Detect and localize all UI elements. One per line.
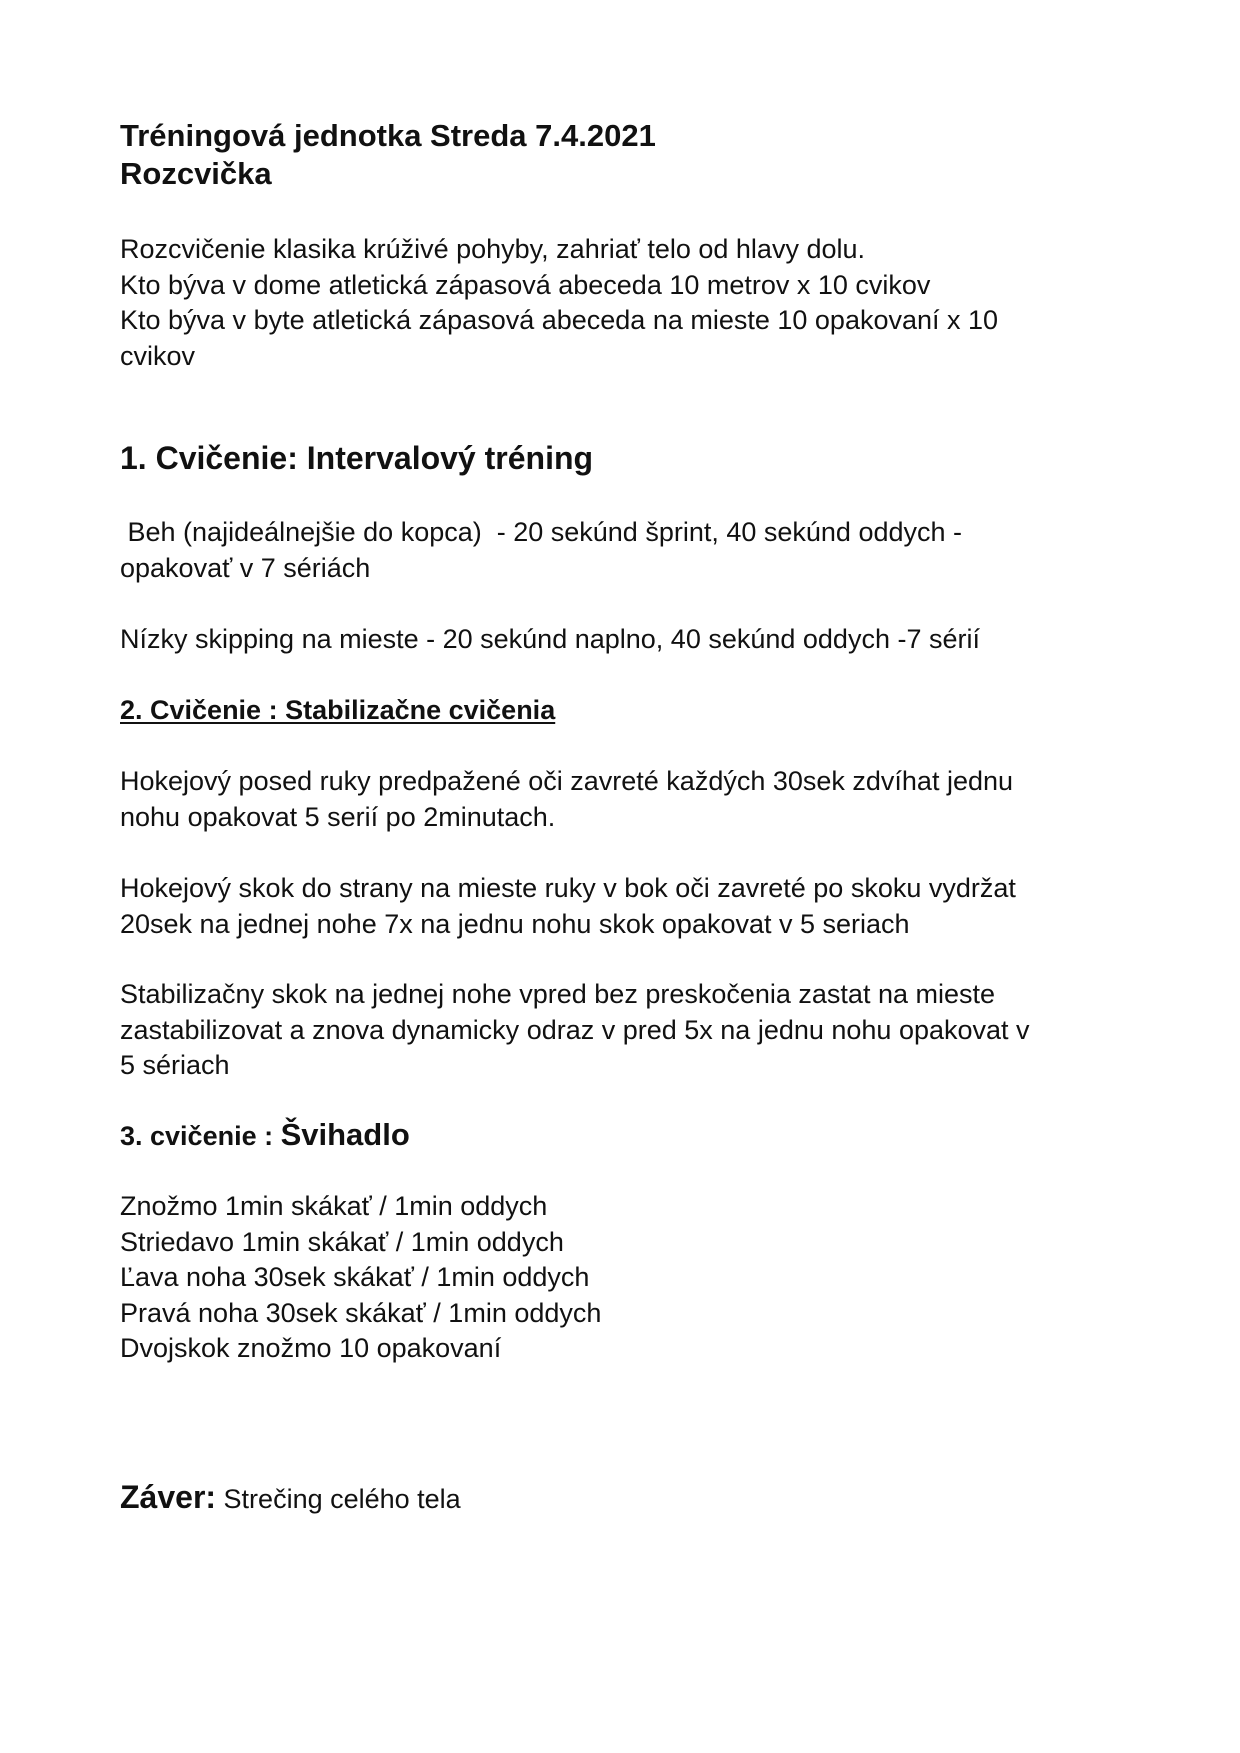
title-line-2: Rozcvička: [120, 156, 272, 191]
conclusion-text: Strečing celého tela: [216, 1484, 461, 1514]
exercise2-heading: 2. Cvičenie : Stabilizačne cvičenia: [120, 695, 556, 725]
warmup-line: Kto býva v dome atletická zápasová abeceda 10 metrov x 10 cvikov: [120, 269, 931, 300]
exercise1-para1: [120, 515, 1120, 586]
exercise1-para2-line: Nízky skipping na mieste - 20 sekúnd naplno, 40 sekúnd oddych -7 sérií: [120, 624, 980, 654]
warmup-section: [120, 232, 1120, 374]
exercise1-para1-line: opakovať v 7 sériách: [120, 552, 371, 583]
title-line-1: Tréningová jednotka Streda 7.4.2021: [120, 118, 656, 153]
exercise2-para2-line: Hokejový skok do strany na mieste ruky v bok oči zavreté po skoku vydržat: [120, 873, 1016, 903]
exercise2-para3-line: zastabilizovat a znova dynamicky odraz v pred 5x na jednu nohu opakovat v: [120, 1014, 1030, 1045]
conclusion-line: [120, 1477, 1120, 1519]
exercise2-para3-line: 5 sériach: [120, 1050, 230, 1080]
exercise1-heading-block: [120, 439, 1120, 477]
exercise2-para2: [120, 871, 1120, 942]
exercise2-para2-line: 20sek na jednej nohe 7x na jednu nohu skok opakovat v 5 seriach: [120, 908, 910, 939]
warmup-line: Rozcvičenie klasika krúživé pohyby, zahriať telo od hlavy dolu.: [120, 234, 865, 264]
exercise3-line: Dvojskok znožmo 10 opakovaní: [120, 1333, 502, 1363]
conclusion-label: Záver:: [120, 1479, 217, 1515]
exercise2-para1: [120, 764, 1120, 835]
exercise2-para1-line: Hokejový posed ruky predpažené oči zavreté každých 30sek zdvíhat jednu: [120, 766, 1014, 796]
exercise2-para3-line: Stabilizačny skok na jednej nohe vpred bez preskočenia zastat na mieste: [120, 979, 996, 1009]
exercise3-line: Striedavo 1min skákať / 1min oddych: [120, 1226, 564, 1257]
exercise1-para2: [120, 622, 1120, 658]
exercise2-para3: [120, 977, 1120, 1084]
exercise3-line: Znožmo 1min skákať / 1min oddych: [120, 1191, 548, 1221]
warmup-line: cvikov: [120, 340, 196, 371]
exercise3-heading-block: [120, 1118, 1120, 1153]
document-title: [120, 117, 1120, 193]
exercise3-line: Ľava noha 30sek skákať / 1min oddych: [120, 1262, 590, 1292]
conclusion-block: [120, 1477, 1120, 1519]
exercise1-heading: 1. Cvičenie: Intervalový tréning: [120, 440, 594, 476]
exercise3-heading-prefix: 3. cvičenie :: [120, 1121, 281, 1151]
exercise1-para1-line: Beh (najideálnejšie do kopca) - 20 sekúnd šprint, 40 sekúnd oddych -: [120, 517, 963, 547]
exercise2-para1-line: nohu opakovat 5 serií po 2minutach.: [120, 801, 556, 832]
exercise3-line: Pravá noha 30sek skákať / 1min oddych: [120, 1297, 602, 1328]
exercise3-heading: [120, 1118, 1120, 1153]
exercise3-heading-word: Švihadlo: [280, 1117, 410, 1152]
warmup-line: Kto býva v byte atletická zápasová abeceda na mieste 10 opakovaní x 10: [120, 305, 999, 335]
exercise2-heading-block: [120, 693, 1120, 727]
exercise3-list: [120, 1189, 1120, 1367]
